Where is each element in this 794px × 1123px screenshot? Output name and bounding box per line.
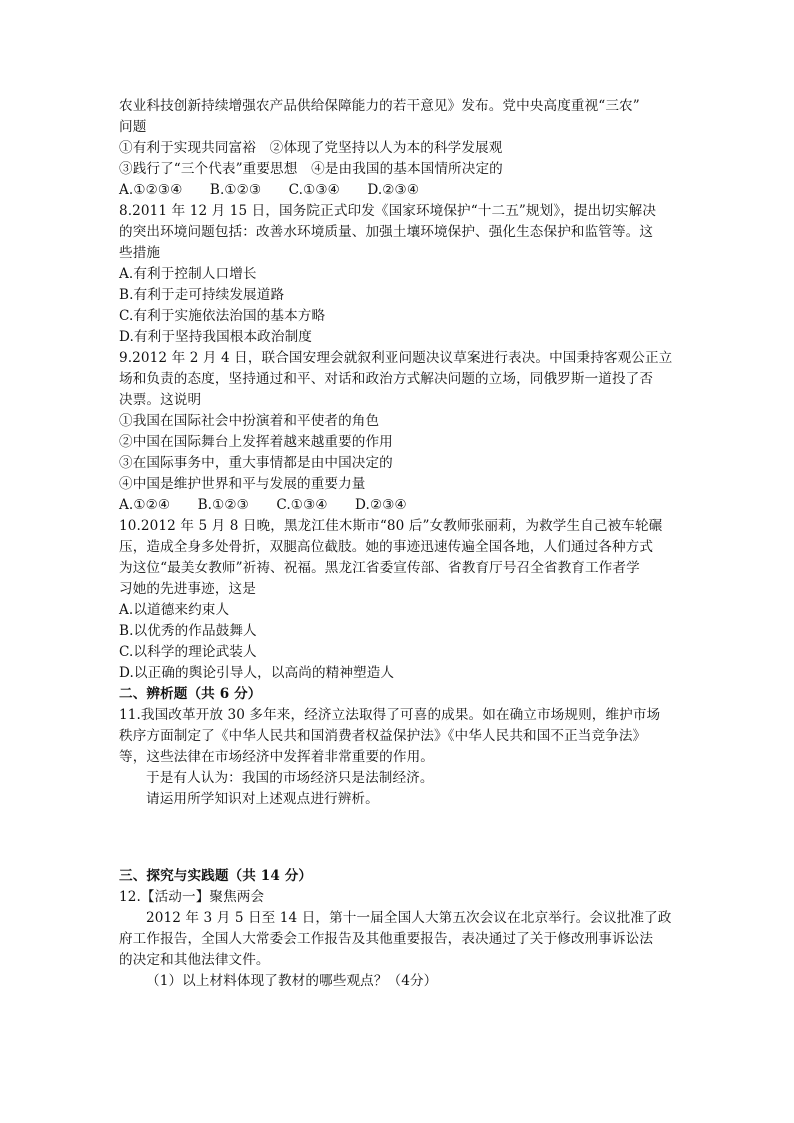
section-heading: 三、探究与实践题（共 14 分） [119, 868, 313, 884]
question-7-continuation [119, 96, 675, 201]
option-c: C.以科学的理论武装人 [119, 644, 257, 660]
question-text: 习她的先进事迹，这是 [119, 581, 256, 597]
activity-title: 12.【活动一】聚焦两会 [119, 889, 265, 905]
question-8 [119, 201, 675, 348]
material-text: 的决定和其他法律文件。 [119, 952, 270, 968]
answer-space [119, 810, 675, 866]
text-line: 问题 [119, 119, 147, 135]
question-text: 9.2012 年 2 月 4 日，联合国安理会就叙利亚问题决议草案进行表决。中国秉持客观公正立 [119, 350, 673, 366]
question-text: 为这位“最美女教师”祈祷、祝福。黑龙江省委宣传部、省教育厅号召全省教育工作者学 [119, 560, 640, 576]
option-d: D.以正确的舆论引导人，以高尚的精神塑造人 [119, 665, 395, 681]
question-text: 决票。这说明 [119, 392, 202, 408]
text-line: 农业科技创新持续增强农产品供给保障能力的若干意见》发布。党中央高度重视“三农” [119, 98, 640, 114]
question-text: 场和负责的态度，坚持通过和平、对话和政治方式解决问题的立场，同俄罗斯一道投了否 [119, 371, 654, 387]
section-heading: 二、辨析题（共 6 分） [119, 686, 262, 702]
document-page [119, 96, 675, 992]
question-10 [119, 516, 675, 684]
option-b: B.以优秀的作品鼓舞人 [119, 623, 257, 639]
option-a: A.有利于控制人口增长 [119, 266, 257, 282]
sub-question: （1）以上材料体现了教材的哪些观点？（4分） [146, 973, 438, 989]
statement-line: ②中国在国际舞台上发挥着越来越重要的作用 [119, 434, 393, 450]
option-b: B.有利于走可持续发展道路 [119, 287, 285, 303]
question-text: 些措施 [119, 245, 161, 261]
statement-line: ④中国是维护世界和平与发展的重要力量 [119, 476, 366, 492]
question-text: 11.我国改革开放 30 多年来，经济立法取得了可喜的成果。如在确立市场规则，维护市场 [119, 707, 661, 723]
option-c: C.有利于实施依法治国的基本方略 [119, 308, 326, 324]
section-3 [119, 866, 675, 992]
question-text: 等，这些法律在市场经济中发挥着非常重要的作用。 [119, 749, 434, 765]
question-text: 秩序方面制定了《中华人民共和国消费者权益保护法》《中华人民共和国不正当竞争法》 [119, 728, 647, 744]
statement-line: ③在国际事务中，重大事情都是由中国决定的 [119, 455, 393, 471]
answer-options: A.①②③④ B.①②③ C.①③④ D.②③④ [119, 182, 420, 198]
question-9 [119, 348, 675, 516]
statement-line: ③践行了“三个代表”重要思想 ④是由我国的基本国情所决定的 [119, 161, 503, 177]
material-text: 府工作报告，全国人大常委会工作报告及其他重要报告，表决通过了关于修改刑事诉讼法 [119, 931, 654, 947]
answer-options: A.①②④ B.①②③ C.①③④ D.②③④ [119, 497, 407, 513]
question-text: 压，造成全身多处骨折，双腿高位截肢。她的事迹迅速传遍全国各地，人们通过各种方式 [119, 539, 654, 555]
question-text: 的突出环境问题包括：改善水环境质量、加强土壤环境保护、强化生态保护和监管等。这 [119, 224, 654, 240]
question-instruction: 请运用所学知识对上述观点进行辨析。 [146, 791, 379, 807]
question-text: 10.2012 年 5 月 8 日晚，黑龙江佳木斯市“80 后”女教师张丽莉，为救学生自己被车轮碾 [119, 518, 663, 534]
material-text: 2012 年 3 月 5 日至 14 日，第十一届全国人大第五次会议在北京举行。会议批准了政 [146, 910, 672, 926]
option-d: D.有利于坚持我国根本政治制度 [119, 329, 312, 345]
question-text: 于是有人认为：我国的市场经济只是法制经济。 [146, 770, 434, 786]
question-text: 8.2011 年 12 月 15 日，国务院正式印发《国家环境保护“十二五”规划》，提出切实解决 [119, 203, 657, 219]
option-a: A.以道德来约束人 [119, 602, 230, 618]
section-2 [119, 684, 675, 810]
statement-line: ①有利于实现共同富裕 ②体现了党坚持以人为本的科学发展观 [119, 140, 503, 156]
statement-line: ①我国在国际社会中扮演着和平使者的角色 [119, 413, 380, 429]
